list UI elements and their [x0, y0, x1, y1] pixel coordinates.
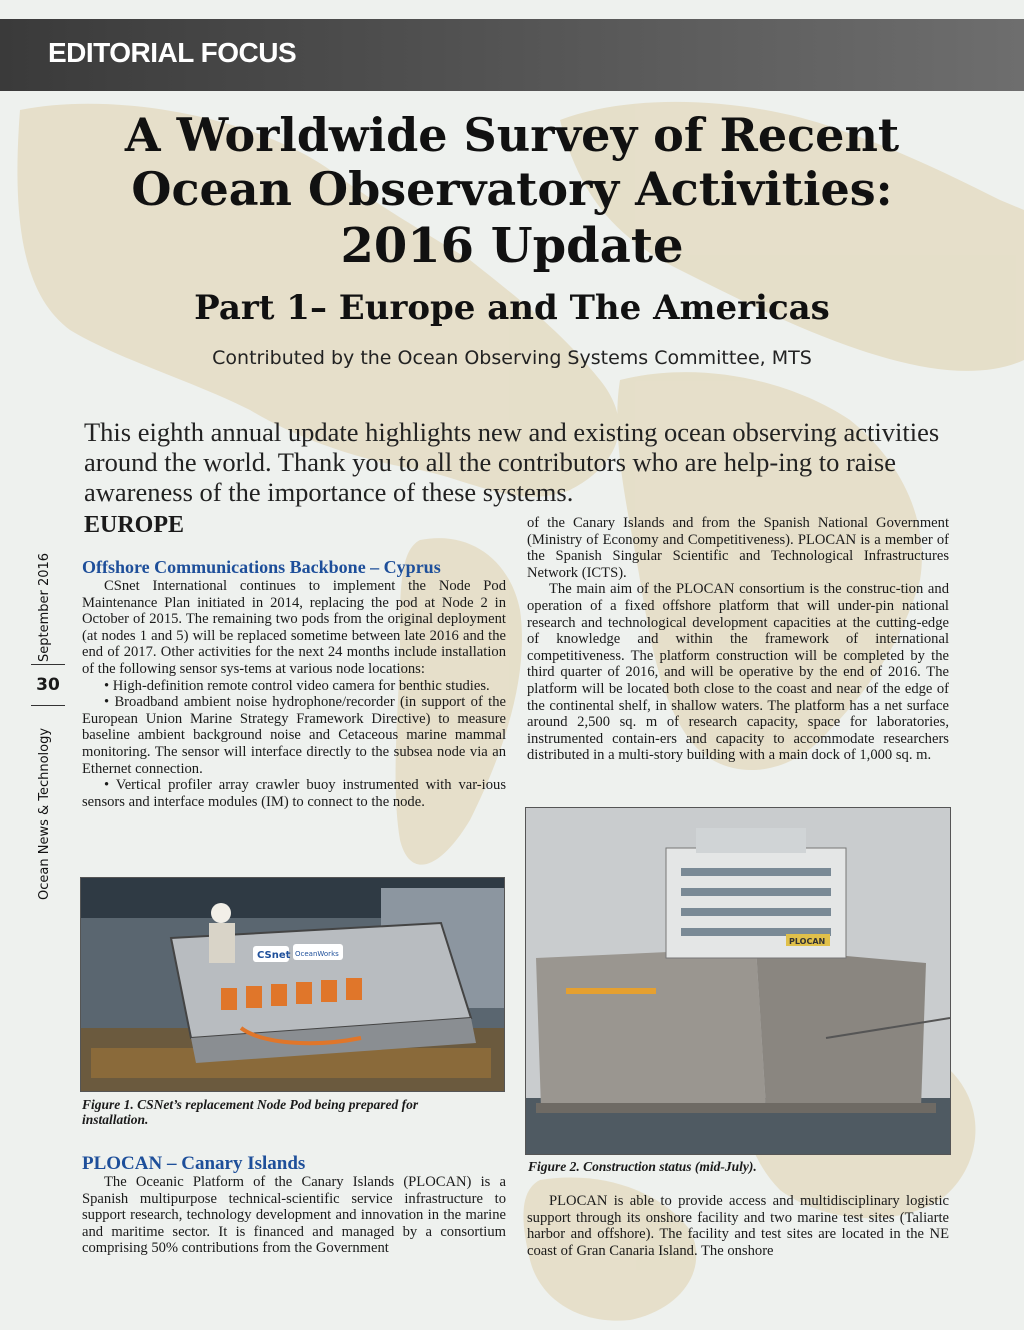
- headline-line-2: Ocean Observatory Activities:: [131, 162, 893, 216]
- bullet-hydrophone: • Broadband ambient noise hydrophone/recorder (in support of the European Union Marine Strategy Framework Directive) to measure baseline ambient background noise and Cetaceous marine mammal monitoring. The sensor will interface directly to the subsea node via an Ethernet connection.: [82, 694, 506, 777]
- sidebar-divider: [31, 705, 65, 706]
- issue-date: September 2016: [37, 552, 52, 662]
- plocan-article-end: [527, 1193, 949, 1259]
- headline-part: Part 1– Europe and The Americas: [194, 288, 830, 328]
- figure-2-platform-photo: [525, 807, 951, 1155]
- contributor-credit: Contributed by the Ocean Observing Systems Committee, MTS: [212, 347, 812, 369]
- sidebar-divider: [31, 664, 65, 665]
- plocan-paragraph-1: The Oceanic Platform of the Canary Islands (PLOCAN) is a Spanish multipurpose technical-scientific service infrastructure to support research, technology development and innovation in the marine and maritime sector. It is financed and managed by a consortium comprising 50% contributions from the Government: [82, 1174, 506, 1257]
- cyprus-article-body: [82, 578, 506, 810]
- subheading-plocan: PLOCAN – Canary Islands: [82, 1153, 306, 1174]
- bullet-profiler-buoy: • Vertical profiler array crawler buoy instrumented with var-ious sensors and interface modules (IM) to connect to the node.: [82, 777, 506, 810]
- page-sidebar: [16, 500, 76, 920]
- plocan-paragraph-3: PLOCAN is able to provide access and multidisciplinary logistic support through its onshore facility and two marine test sites (Taliarte harbor and offshore). The facility and test sites are located in the NE coast of Gran Canaria Island. The onshore: [527, 1193, 949, 1259]
- banner-label: EDITORIAL FOCUS: [48, 37, 297, 68]
- figure-1-node-pod-photo: [80, 877, 505, 1092]
- plocan-paragraph-2: The main aim of the PLOCAN consortium is the construc-tion and operation of a fixed offshore platform that will under-pin national research and technological development capacities at the cutting-edge of knowledge and within the framework of international competitiveness. The platform construction will be completed by the third quarter of 2016, and will be operative by the end of 2016. The platform will be located both close to the coast and near of the edge of the continental shelf, in shallow waters. The platform has a net surface around 2,500 sq. m of research capacity, space for laboratories, instrumented contain-ers and capacity to accommodate researchers distributed in a multi-story building with a main dock of 1,000 sq. m.: [527, 581, 949, 764]
- figure-2-caption: Figure 2. Construction status (mid-July).: [528, 1159, 757, 1174]
- plocan-article-body: [82, 1174, 506, 1257]
- figure-1-caption: Figure 1. CSNet’s replacement Node Pod being prepared for installation.: [82, 1097, 419, 1127]
- csnet-logo-text: CSnet: [257, 950, 291, 961]
- subheading-cyprus: Offshore Communications Backbone – Cyprus: [82, 557, 441, 577]
- section-banner: [0, 19, 1024, 91]
- bullet-video-camera: • High-definition remote control video camera for benthic studies.: [104, 677, 490, 694]
- cyprus-paragraph: CSnet International continues to implement the Node Pod Maintenance Plan initiated in 2014, replacing the pod at Node 2 in October of 2015. The remaining two pods from the original deployment (at nodes 1 and 5) will be replaced sometime between late 2016 and the end of 2017. Other activities for the next 24 months include installation of the following sensor sys-tems at various node locations:: [82, 578, 506, 677]
- platform-sign-text: PLOCAN: [789, 937, 826, 946]
- publication-name: Ocean News & Technology: [37, 727, 52, 900]
- oceanworks-logo-text: OceanWorks: [295, 950, 339, 958]
- plocan-article-continued: [527, 515, 949, 764]
- headline-year: 2016 Update: [340, 218, 684, 274]
- headline-line-1: A Worldwide Survey of Recent: [124, 108, 900, 162]
- page-number: 30: [36, 675, 60, 695]
- section-heading-europe: EUROPE: [84, 512, 185, 538]
- intro-paragraph: This eighth annual update highlights new and existing ocean observing activities around the world. Thank you to all the contributors who are help-ing to raise awareness of the importance of these systems.: [84, 416, 940, 507]
- plocan-paragraph-1-continued: of the Canary Islands and from the Spanish National Government (Ministry of Economy and Competitiveness). PLOCAN is a member of the Spanish Singular Scientific and Technological Infrastructures Network (ICTS).: [527, 515, 949, 581]
